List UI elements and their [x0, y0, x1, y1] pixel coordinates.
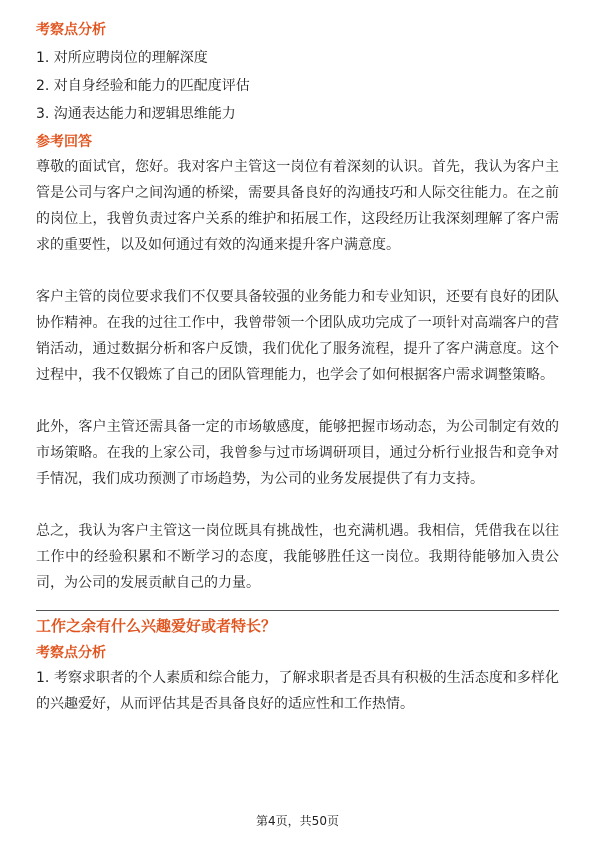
document-page — [36, 20, 559, 717]
analysis-point: 2. 对自身经验和能力的匹配度评估 — [36, 78, 250, 94]
page-number: 第4页，共50页 — [256, 814, 339, 828]
paragraph-gap — [36, 388, 559, 414]
analysis-point: 1. 对所应聘岗位的理解深度 — [36, 50, 208, 66]
answer-paragraph: 总之，我认为客户主管这一岗位既具有挑战性，也充满机遇。我相信，凭借我在以往工作中的经验积累和不断学习的态度，我能够胜任这一岗位。我期待能够加入贵公司，为公司的发展贡献自己的力量。 — [36, 523, 559, 591]
answer-paragraph: 客户主管的岗位要求我们不仅要具备较强的业务能力和专业知识，还要有良好的团队协作精神。在我的过往工作中，我曾带领一个团队成功完成了一项针对高端客户的营销活动，通过数据分析和客户反馈，我们优化了服务流程，提升了客户满意度。这个过程中，我不仅锻炼了自己的团队管理能力，也学会了如何根据客户需求调整策略。 — [36, 289, 559, 383]
answer-paragraph: 此外，客户主管还需具备一定的市场敏感度，能够把握市场动态，为公司制定有效的市场策略。在我的上家公司，我曾参与过市场调研项目，通过分析行业报告和竞争对手情况，我们成功预测了市场趋势，为公司的业务发展提供了有力支持。 — [36, 419, 559, 487]
analysis-point: 3. 沟通表达能力和逻辑思维能力 — [36, 106, 236, 122]
section-divider — [36, 610, 559, 611]
analysis-heading: 考察点分析 — [36, 22, 106, 38]
analysis-heading: 考察点分析 — [36, 645, 106, 661]
answer-heading: 参考回答 — [36, 134, 92, 150]
analysis-point: 1. 考察求职者的个人素质和综合能力，了解求职者是否具有积极的生活态度和多样化的兴趣爱好，从而评估其是否具备良好的适应性和工作热情。 — [36, 670, 559, 712]
paragraph-gap — [36, 492, 559, 518]
paragraph-gap — [36, 258, 559, 284]
answer-paragraph: 尊敬的面试官，您好。我对客户主管这一岗位有着深刻的认识。首先，我认为客户主管是公司与客户之间沟通的桥梁，需要具备良好的沟通技巧和人际交往能力。在之前的岗位上，我曾负责过客户关系的维护和拓展工作，这段经历让我深刻理解了客户需求的重要性，以及如何通过有效的沟通来提升客户满意度。 — [36, 159, 559, 253]
question-heading: 工作之余有什么兴趣爱好或者特长？ — [36, 617, 277, 635]
